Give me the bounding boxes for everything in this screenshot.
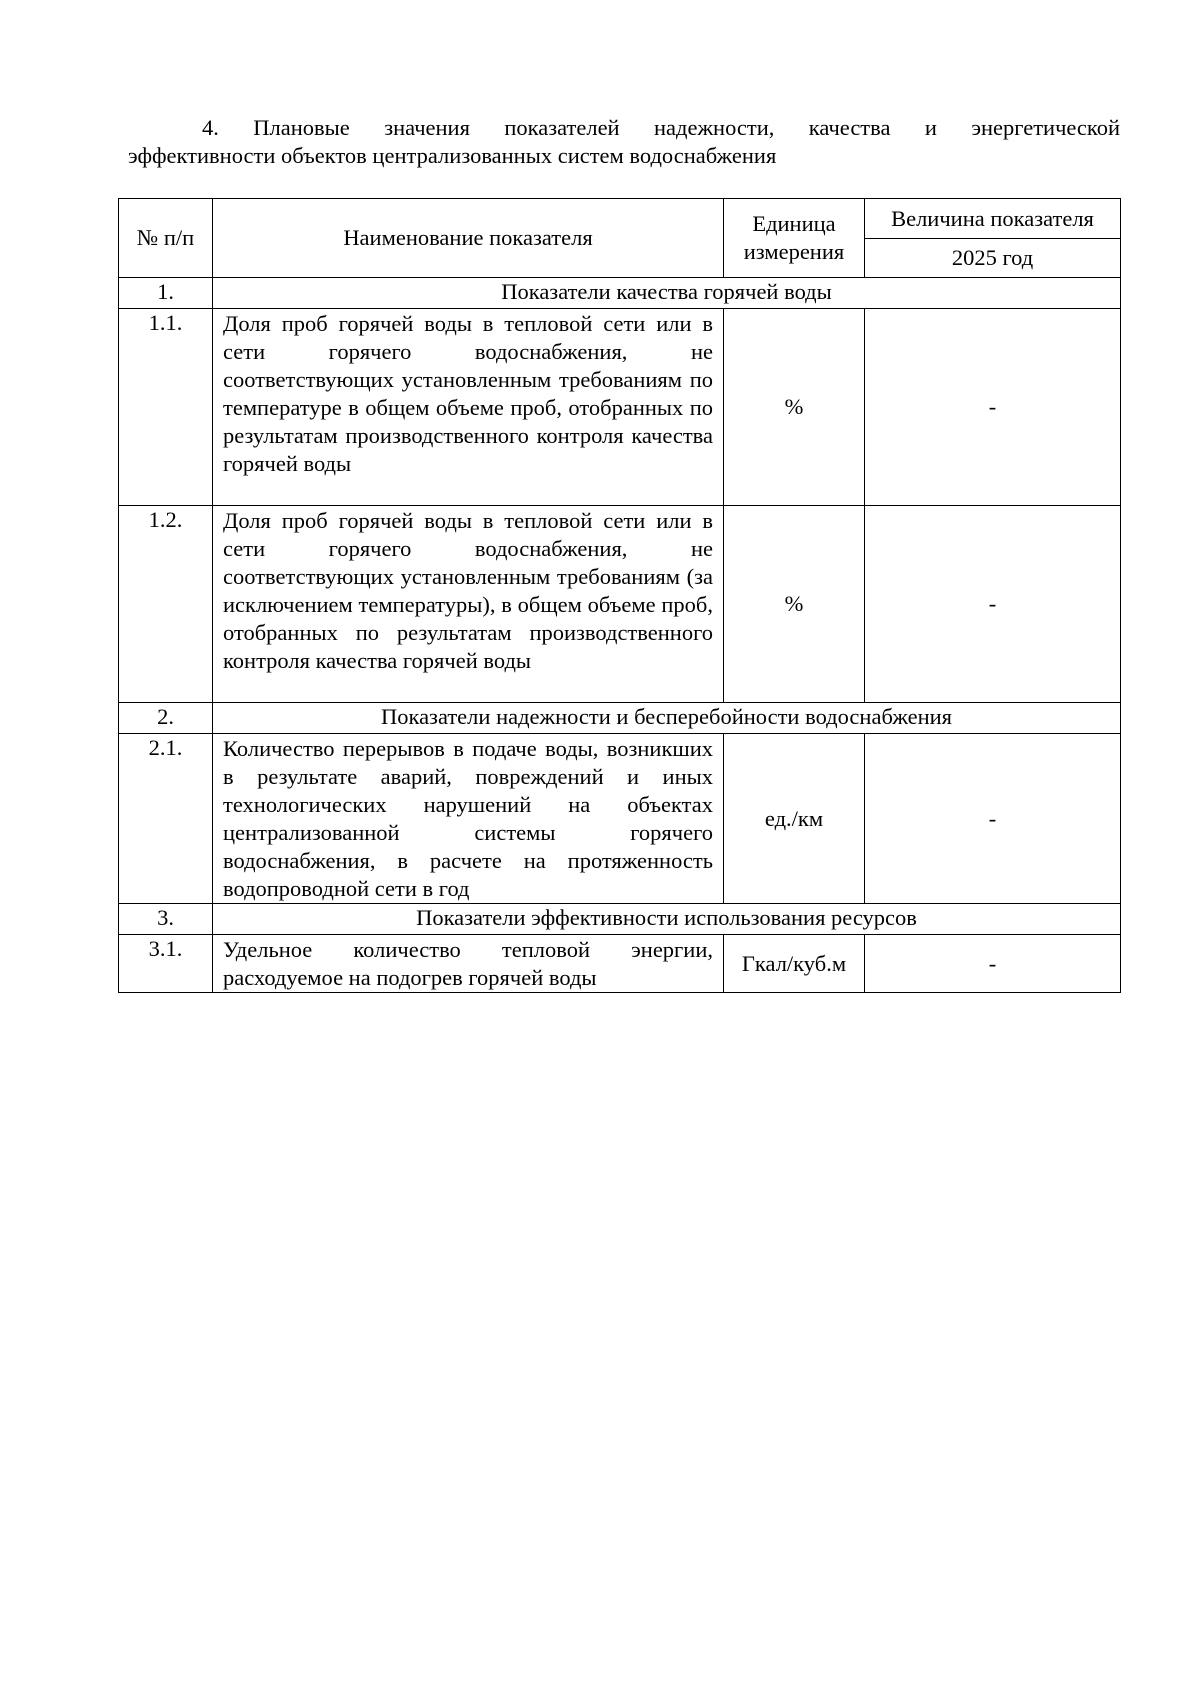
header-unit: Единица измерения: [724, 199, 865, 278]
header-number: № п/п: [119, 199, 213, 278]
section-title: Показатели эффективности использования ресурсов: [213, 904, 1121, 935]
row-value: -: [865, 734, 1121, 904]
header-name: Наименование показателя: [213, 199, 724, 278]
row-number: 2.1.: [119, 734, 213, 904]
table-row: [119, 935, 1121, 993]
section-number: 3.: [119, 904, 213, 935]
section-row: [119, 904, 1121, 935]
section-number: 1.: [119, 278, 213, 309]
row-value: -: [865, 309, 1121, 506]
heading-line-2: эффективности объектов централизованных систем водоснабжения: [128, 143, 777, 168]
row-unit: ед./км: [724, 734, 865, 904]
section-title: Показатели надежности и бесперебойности водоснабжения: [213, 703, 1121, 734]
table-row: [119, 734, 1121, 904]
heading-line-1: 4. Плановые значения показателей надежности, качества и энергетической: [202, 115, 1120, 140]
section-number: 2.: [119, 703, 213, 734]
table-row: [119, 506, 1121, 703]
row-number: 1.2.: [119, 506, 213, 703]
header-value-group: Величина показателя: [865, 199, 1121, 239]
section-row: [119, 703, 1121, 734]
header-year: 2025 год: [865, 239, 1121, 278]
row-indicator-name: Доля проб горячей воды в тепловой сети или в сети горячего водоснабжения, не соответствующих установленным требованиям (за исключением температуры), в общем объеме проб, отобранных по результатам производственного контроля качества горячей воды: [213, 506, 724, 703]
row-indicator-name: Доля проб горячей воды в тепловой сети или в сети горячего водоснабжения, не соответствующих установленным требованиям по температуре в общем объеме проб, отобранных по результатам производственного контроля качества горячей воды: [213, 309, 724, 506]
indicators-table: [118, 198, 1121, 993]
row-unit: %: [724, 506, 865, 703]
row-value: -: [865, 935, 1121, 993]
row-indicator-name: Количество перерывов в подаче воды, возникших в результате аварий, повреждений и иных технологических нарушений на объектах централизованной системы горячего водоснабжения, в расчете на протяженность водопроводной сети в год: [213, 734, 724, 904]
row-number: 1.1.: [119, 309, 213, 506]
section-title: Показатели качества горячей воды: [213, 278, 1121, 309]
row-unit: %: [724, 309, 865, 506]
row-number: 3.1.: [119, 935, 213, 993]
row-indicator-name: Удельное количество тепловой энергии, расходуемое на подогрев горячей воды: [213, 935, 724, 993]
row-unit: Гкал/куб.м: [724, 935, 865, 993]
row-value: -: [865, 506, 1121, 703]
section-row: [119, 278, 1121, 309]
table-row: [119, 309, 1121, 506]
page-heading: [128, 114, 1120, 170]
